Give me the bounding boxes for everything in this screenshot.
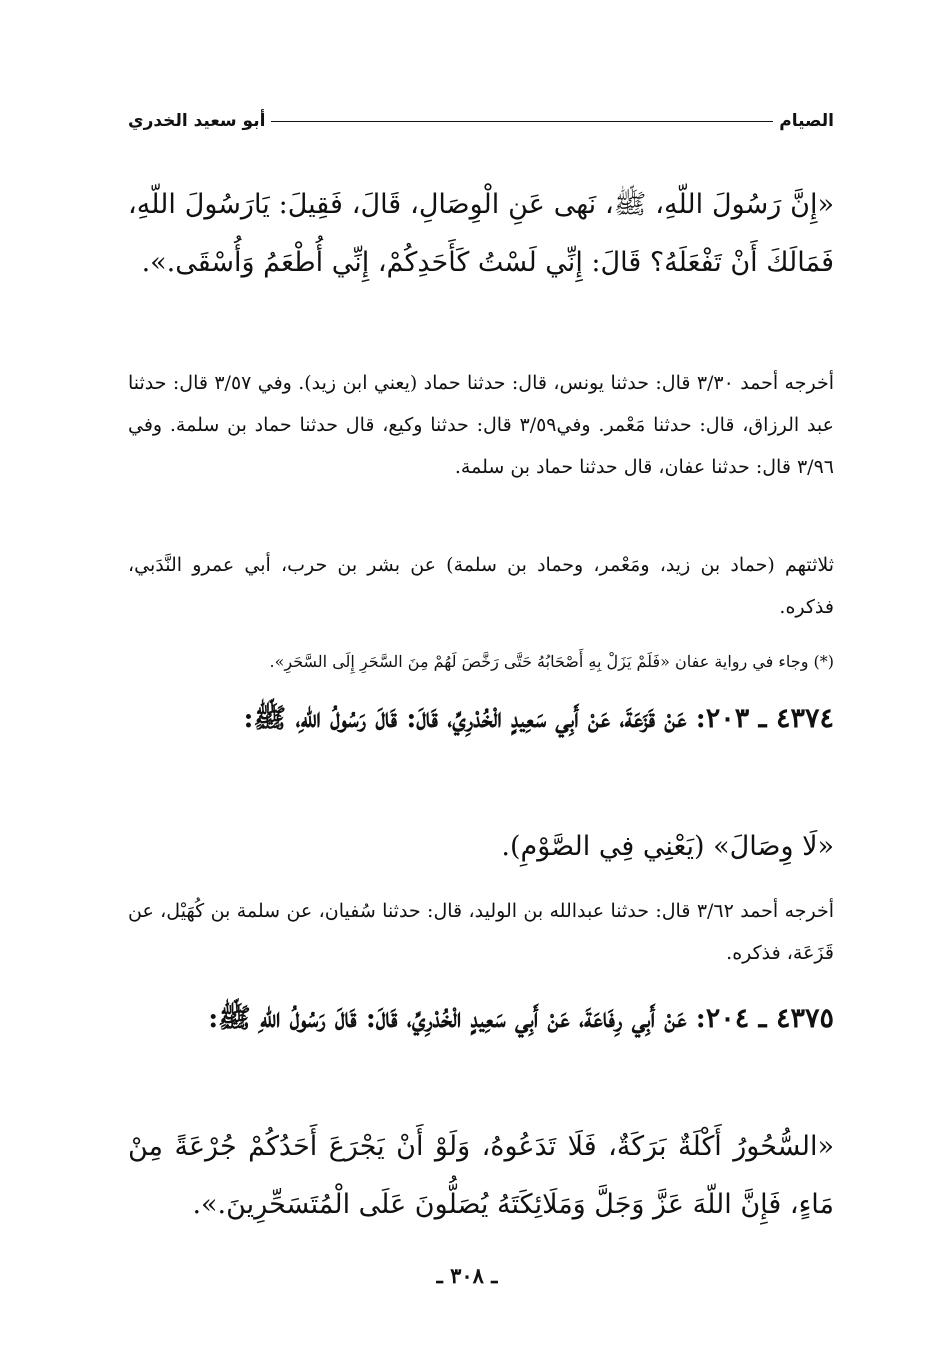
takhrij-paragraph-1: أخرجه أحمد ٣/٣٠ قال: حدثنا يونس، قال: حدثنا حماد (يعني ابن زيد). وفي ٣/٥٧ قال: حدثنا عبد الرزاق، قال: حدثنا مَعْمر. وفي٣/٥٩ قال: حدثنا وكيع، قال حدثنا حماد بن سلمة. وفي ٣/٩٦ قال: حدثنا عفان، قال حدثنا حماد بن سلمة. xyxy=(128,372,834,478)
takhrij-paragraph-3: أخرجه أحمد ٣/٦٢ قال: حدثنا عبدالله بن الوليد، قال: حدثنا سُفيان، عن سلمة بن كُهَيْل، عن قَزَعَة، فذكره. xyxy=(128,900,835,964)
page-number: ـ ٣٠٨ ـ xyxy=(436,1263,498,1288)
hadith-4374-text: «لَا وِصَالَ» (يَعْنِي فِي الصَّوْمِ). xyxy=(501,831,834,862)
hadith-4373-text: «إِنَّ رَسُولَ اللّهِ، ﷺ، نَهى عَنِ الْوِصَالِ، قَالَ، فَقِيلَ: يَارَسُولَ اللّهِ، فَمَالَكَ أَنْ تَفْعَلَهُ؟ قَالَ: إِنِّي لَسْتُ كَأَحَدِكُمْ، إِنِّي أُطْعَمُ وَأُسْقَى.». xyxy=(128,189,834,278)
header-narrator: أبو سعيد الخدري xyxy=(128,111,266,131)
takhrij-paragraph-2: ثلاثتهم (حماد بن زيد، ومَعْمر، وحماد بن سلمة) عن بشر بن حرب، أبي عمرو النَّدَبي، فذكره. xyxy=(128,554,834,618)
hadith-4375-heading: ٤٣٧٥ ـ ٢٠٤: عَنْ أَبِي رِفَاعَةَ، عَنْ أَبِي سَعِيدٍ الْخُدْرِيِّ، قَالَ: قَالَ رَسُولُ اللّهِ ﷺ: xyxy=(208,1003,834,1034)
running-header xyxy=(128,104,834,138)
header-rule xyxy=(271,121,773,122)
hadith-4375-text: «السُّحُورُ أَكْلَةٌ بَرَكَةٌ، فَلَا تَدَعُوهُ، وَلَوْ أَنْ يَجْرَعَ أَحَدُكُمْ جُرْعَةً مِنْ مَاءٍ، فَإِنَّ اللّهَ عَزَّ وَجَلَّ وَمَلَائِكَتَهُ يُصَلُّونَ عَلَى الْمُتَسَحِّرِينَ.». xyxy=(128,1131,834,1220)
footnote: (*) وجاء في رواية عفان «فَلَمْ يَزَلْ بِهِ أَصْحَابُهُ حَتَّى رَخَّصَ لَهُمْ مِنَ السَّحَرِ إِلَى السَّحَرِ». xyxy=(269,652,834,671)
header-chapter: الصيام xyxy=(779,111,834,131)
hadith-4374-heading: ٤٣٧٤ ـ ٢٠٣: عَنْ قَزَعَةَ، عَنْ أَبِي سَعِيدٍ الْخُدْرِيِّ، قَالَ: قَالَ رَسُولُ اللّهِ، ﷺ: xyxy=(243,703,834,734)
